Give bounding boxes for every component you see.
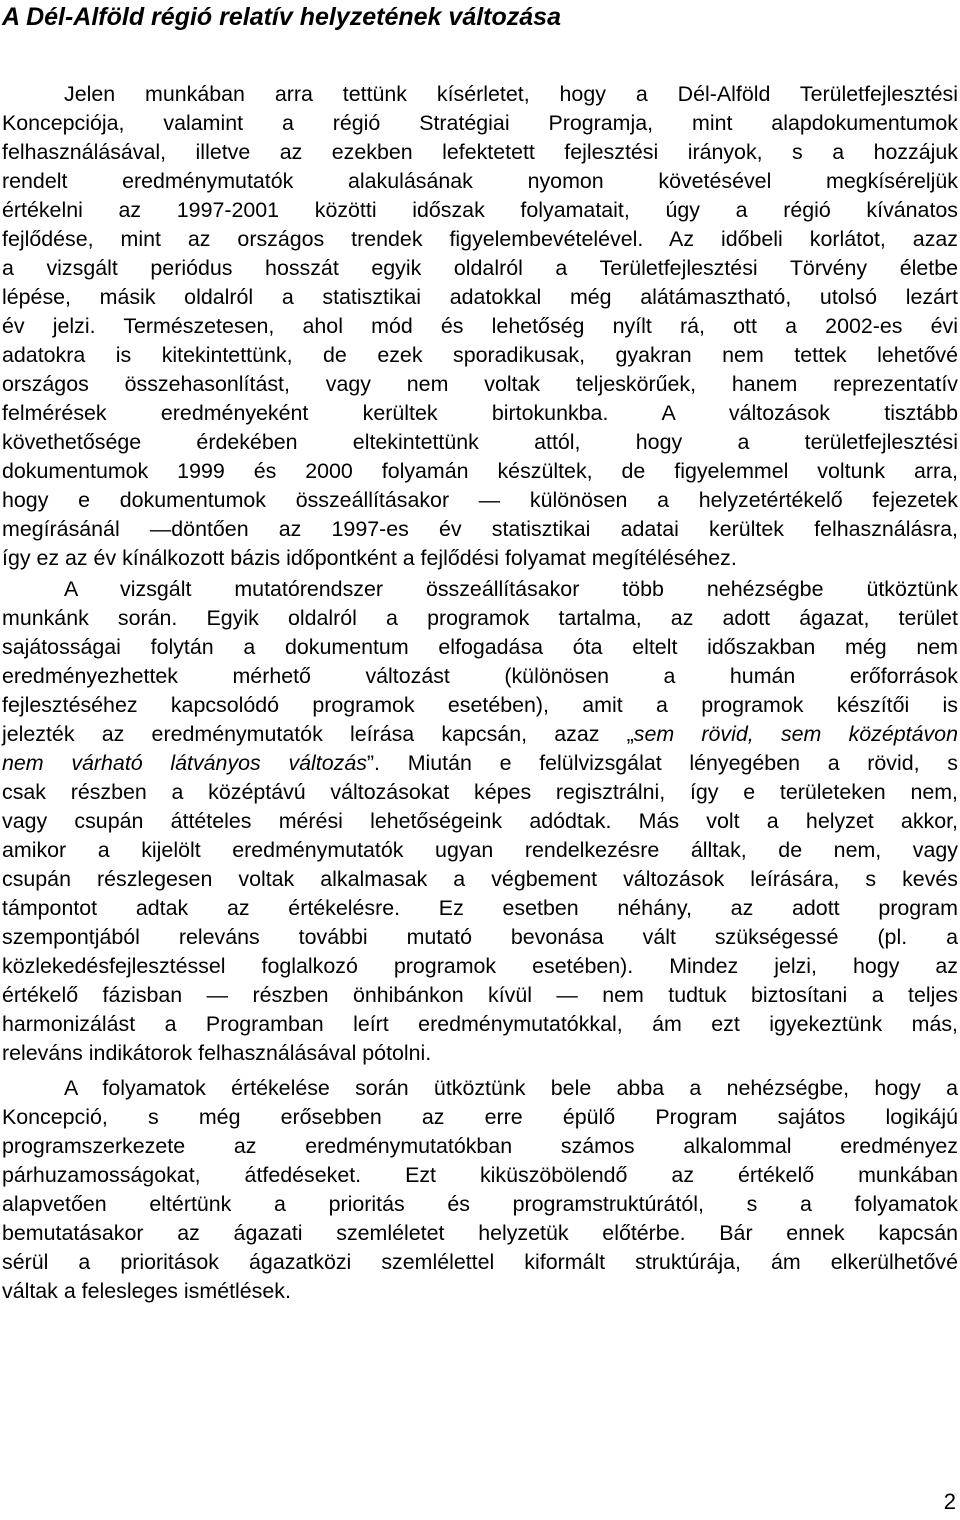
text-line: közlekedésfejlesztéssel foglalkozó programok esetében). Mindez jelzi, hogy az [2,954,958,978]
text-line-italic: nem várható látványos változás [2,751,367,775]
text-line: A folyamatok értékelése során ütköztünk bele abba a nehézségbe, hogy a [64,1076,958,1100]
page-number: 2 [943,1489,956,1514]
text-line: amikor a kijelölt eredménymutatók ugyan rendelkezésre álltak, de nem, vagy [2,838,958,862]
text-line-plain: jelezték az eredménymutatók leírása kapcsán, azaz „ [2,722,634,746]
text-line [2,749,958,778]
text-line: megírásánál —döntően az 1997-es év statisztikai adatai kerültek felhasználásra, [2,517,958,541]
text-line: rendelt eredménymutatók alakulásának nyomon követésével megkíséreljük [2,169,958,193]
text-line: vagy csupán áttételes mérési lehetőségeink adódtak. Más volt a helyzet akkor, [2,809,958,833]
text-line: értékelő fázisban — részben önhibánkon kívül — nem tudtuk biztosítani a teljes [2,983,958,1007]
paragraph-3 [2,1074,958,1306]
text-line: alapvetően eltértünk a prioritás és programstruktúrától, s a folyamatok [2,1192,958,1216]
text-line: év jelzi. Természetesen, ahol mód és lehetőség nyílt rá, ott a 2002-es évi [2,314,958,338]
text-line: országos összehasonlítást, vagy nem voltak teljeskörűek, hanem reprezentatív [2,372,958,396]
document-title: A Dél-Alföld régió relatív helyzetének változása [2,3,561,31]
text-line: sérül a prioritások ágazatközi szemlélettel kiformált struktúrája, ám elkerülhetővé [2,1250,958,1274]
text-line: releváns indikátorok felhasználásával pótolni. [2,1041,432,1065]
text-line: adatokra is kitekintettünk, de ezek sporadikusak, gyakran nem tettek lehetővé [2,343,958,367]
text-line-plain: ”. Miután e felülvizsgálat lényegében a rövid, s [366,751,958,775]
text-line: munkánk során. Egyik oldalról a programok tartalma, az adott ágazat, terület [2,606,958,630]
text-line: váltak a felesleges ismétlések. [2,1279,291,1303]
text-line: dokumentumok 1999 és 2000 folyamán készültek, de figyelemmel voltunk arra, [2,459,958,483]
text-line: A vizsgált mutatórendszer összeállításakor több nehézségbe ütköztünk [64,577,958,601]
text-line: Koncepciója, valamint a régió Stratégiai Programja, mint alapdokumentumok [2,111,958,135]
text-line [2,720,958,749]
text-line: értékelni az 1997-2001 közötti időszak folyamatait, úgy a régió kívánatos [2,198,958,222]
text-line: sajátosságai folytán a dokumentum elfogadása óta eltelt időszakban még nem [2,635,958,659]
text-line: fejlesztéséhez kapcsolódó programok esetében), amit a programok készítői is [2,693,958,717]
text-line: szempontjából releváns további mutató bevonása vált szükségessé (pl. a [2,925,958,949]
text-line: bemutatásakor az ágazati szemléletet helyzetük előtérbe. Bár ennek kapcsán [2,1221,958,1245]
text-line: eredményezhettek mérhető változást (különösen a humán erőforrások [2,664,958,688]
text-line: csak részben a középtávú változásokat képes regisztrálni, így e területeken nem, [2,780,958,804]
text-line: felhasználásával, illetve az ezekben lefektetett fejlesztési irányok, s a hozzájuk [2,140,958,164]
text-line: támpontot adtak az értékelésre. Ez esetben néhány, az adott program [2,896,958,920]
text-line: felmérések eredményeként kerültek birtokunkba. A változások tisztább [2,401,958,425]
text-line: a vizsgált periódus hosszát egyik oldalról a Területfejlesztési Törvény életbe [2,256,958,280]
text-line: fejlődése, mint az országos trendek figyelembevételével. Az időbeli korlátot, azaz [2,227,958,251]
text-line: követhetősége érdekében eltekintettünk attól, hogy a területfejlesztési [2,430,958,454]
text-line-italic: sem rövid, sem középtávon [633,722,958,746]
text-line: Jelen munkában arra tettünk kísérletet, hogy a Dél-Alföld Területfejlesztési [64,82,958,106]
text-line: így ez az év kínálkozott bázis időpontként a fejlődési folyamat megítéléséhez. [2,546,737,570]
paragraph-2 [2,575,958,1068]
text-line: lépése, másik oldalról a statisztikai adatokkal még alátámasztható, utolsó lezárt [2,285,958,309]
paragraph-1 [2,80,958,573]
text-line: csupán részlegesen voltak alkalmasak a végbement változások leírására, s kevés [2,867,958,891]
text-line: Koncepció, s még erősebben az erre épülő Program sajátos logikájú [2,1105,958,1129]
text-line: programszerkezete az eredménymutatókban számos alkalommal eredményez [2,1134,958,1158]
text-line: párhuzamosságokat, átfedéseket. Ezt kiküszöbölendő az értékelő munkában [2,1163,958,1187]
text-line: hogy e dokumentumok összeállításakor — különösen a helyzetértékelő fejezetek [2,488,958,512]
text-line: harmonizálást a Programban leírt eredménymutatókkal, ám ezt igyekeztünk más, [2,1012,958,1036]
